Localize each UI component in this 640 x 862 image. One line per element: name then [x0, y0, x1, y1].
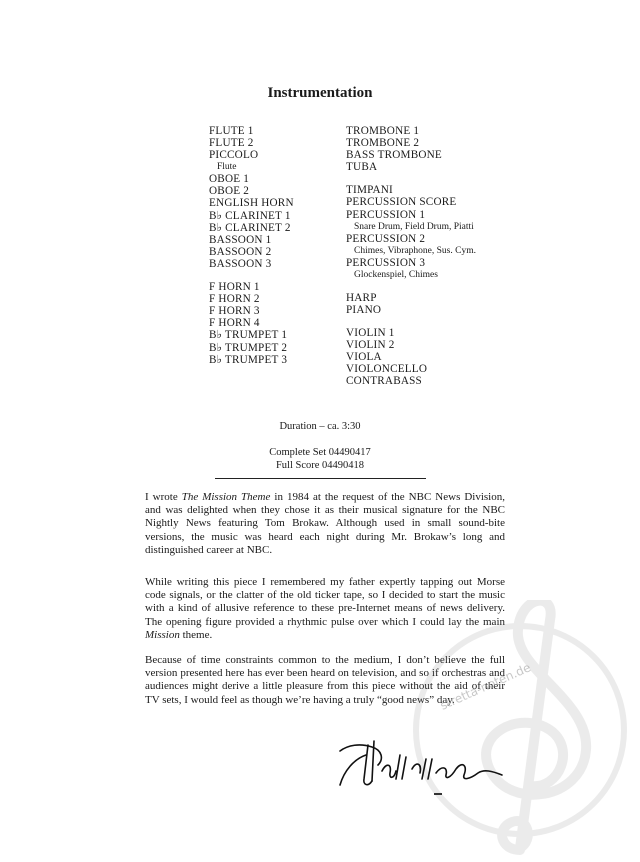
instrument-group [346, 184, 476, 280]
notes-p1-end: in 1984 at the request of the NBC News Division, and was delighted when they chose it as their musical signature for the NBC Nightly News featuring Tom Brokaw. Although used in small sound-bite versions, the music was heard each night during Mr. Brokaw’s long and distinguished career at NBC. [145, 491, 505, 556]
instrument-group [346, 292, 476, 316]
instrument-name: B♭ CLARINET 1 [209, 209, 291, 222]
instrument-group [209, 125, 294, 270]
notes-p2-end: theme. [179, 628, 213, 641]
piece-title: The Mission Theme [181, 491, 271, 503]
instrument-name: FLUTE 1 [209, 125, 254, 137]
instrument-name: TIMPANI [346, 184, 393, 197]
instrument-name: HARP [346, 291, 377, 304]
instrument-doubling-note: Snare Drum, Field Drum, Piatti [354, 221, 474, 232]
watermark-text: stretta-noten.de [438, 660, 533, 713]
instrument-name: ENGLISH HORN [209, 197, 294, 210]
instrument-name: TROMBONE 2 [346, 137, 420, 150]
instrument-name: B♭ TRUMPET 1 [209, 329, 288, 342]
instrument-doubling-note: Flute [217, 162, 237, 173]
notes-p1-start: I wrote [145, 491, 182, 503]
instrument-name: PERCUSSION 1 [346, 208, 426, 221]
instrument-name: OBOE 1 [209, 173, 250, 186]
instrument-name: VIOLONCELLO [346, 363, 428, 376]
full-score-number: Full Score 04490418 [275, 460, 365, 471]
instrument-name: B♭ CLARINET 2 [209, 221, 291, 234]
instrument-name: TUBA [346, 161, 378, 174]
instrument-name: F HORN 3 [209, 305, 260, 318]
instrument-name: BASSOON 3 [209, 257, 272, 270]
instrument-name: B♭ TRUMPET 2 [209, 341, 288, 354]
instrument-name: BASS TROMBONE [346, 149, 442, 162]
instrument-name: VIOLIN 2 [346, 339, 395, 352]
instrument-name: PIANO [346, 303, 382, 316]
instrument-group [209, 281, 294, 366]
notes-paragraph-2 [145, 576, 505, 642]
duration-text: Duration – ca. 3:30 [279, 421, 361, 432]
instrument-group [346, 125, 476, 173]
instrument-name: PERCUSSION SCORE [346, 196, 457, 209]
notes-paragraph-1 [145, 491, 505, 557]
instrument-name: TROMBONE 1 [346, 125, 420, 137]
instrument-name: F HORN 4 [209, 317, 260, 330]
instrument-name: PERCUSSION 2 [346, 232, 426, 245]
instrument-doubling-note: Chimes, Vibraphone, Sus. Cym. [354, 245, 476, 256]
page-title: Instrumentation [267, 85, 373, 101]
instrument-name: FLUTE 2 [209, 137, 254, 150]
instrument-name: BASSOON 2 [209, 245, 272, 258]
instrument-name: CONTRABASS [346, 375, 422, 388]
instrument-name: PICCOLO [209, 149, 259, 162]
notes-p3: Because of time constraints common to the medium, I don’t believe the full version presented here has ever been heard on television, and so if orchestras and audiences might derive a little pleasure from this piece without the aid of their TV sets, I would feel as though we’re having a truly “good news” day. [145, 654, 505, 706]
instrument-list-right [346, 125, 476, 388]
instrument-name: F HORN 2 [209, 293, 260, 306]
instrument-group [346, 327, 476, 387]
complete-set-number: Complete Set 04490417 [269, 447, 371, 458]
notes-p2-start: While writing this piece I remembered my father expertly tapping out Morse code signals, or the clatter of the old ticker tape, so I decided to start the music with a kind of allusive reference to these pre-Internet means of news delivery. The opening figure provided a rhythmic pulse over which I could lay the main [145, 576, 505, 628]
instrument-doubling-note: Glockenspiel, Chimes [354, 269, 438, 280]
catalog-numbers [0, 446, 640, 472]
instrument-name: BASSOON 1 [209, 233, 272, 246]
divider-rule [215, 478, 426, 479]
instrument-name: B♭ TRUMPET 3 [209, 353, 288, 366]
composer-signature-icon [338, 735, 513, 795]
instrument-name: F HORN 1 [209, 281, 260, 294]
mission-word: Mission [145, 628, 180, 641]
signature-mark [434, 793, 442, 795]
instrument-name: VIOLA [346, 351, 382, 364]
instrument-list-left [209, 125, 294, 366]
instrument-name: VIOLIN 1 [346, 327, 395, 340]
instrument-name: OBOE 2 [209, 185, 250, 198]
instrument-name: PERCUSSION 3 [346, 256, 426, 269]
